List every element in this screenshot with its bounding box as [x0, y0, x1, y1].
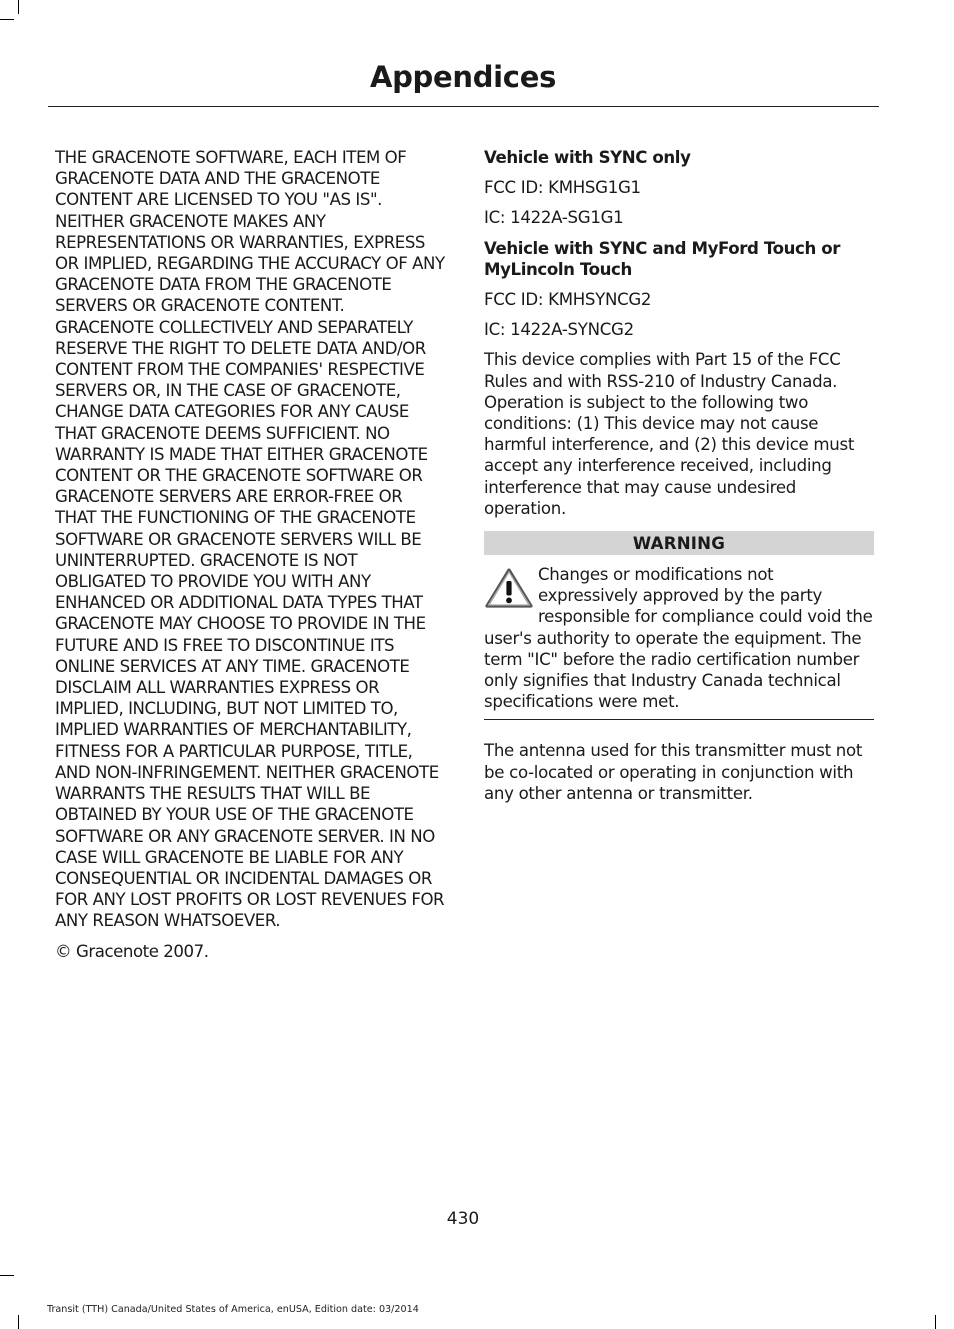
page-title: Appendices: [369, 60, 557, 94]
warning-label: WARNING: [484, 531, 874, 555]
sync-fcc-id: FCC ID: KMHSG1G1: [484, 178, 641, 198]
crop-mark: [18, 0, 19, 14]
myford-ic-id: IC: 1422A-SYNCG2: [484, 320, 634, 340]
license-disclaimer-text: THE GRACENOTE SOFTWARE, EACH ITEM OF GRACENOTE DATA AND THE GRACENOTE CONTENT ARE LICENSED TO YOU "AS IS". NEITHER GRACENOTE MAKES ANY REPRESENTATIONS OR WARRANTIES, EXPRESS OR IMPLIED, REGARDING THE ACCURACY OF ANY GRACENOTE DATA FROM THE GRACENOTE SERVERS OR GRACENOTE CONTENT. GRACENOTE COLLECTIVELY AND SEPARATELY RESERVE THE RIGHT TO DELETE DATA AND/OR CONTENT FROM THE COMPANIES' RESPECTIVE SERVERS OR, IN THE CASE OF GRACENOTE, CHANGE DATA CATEGORIES FOR ANY CAUSE THAT GRACENOTE DEEMS SUFFICIENT. NO WARRANTY IS MADE THAT EITHER GRACENOTE CONTENT OR THE GRACENOTE SOFTWARE OR GRACENOTE SERVERS ARE ERROR-FREE OR THAT THE FUNCTIONING OF THE GRACENOTE SOFTWARE OR GRACENOTE SERVERS WILL BE UNINTERRUPTED. GRACENOTE IS NOT OBLIGATED TO PROVIDE YOU WITH ANY ENHANCED OR ADDITIONAL DATA TYPES THAT GRACENOTE MAY CHOOSE TO PROVIDE IN THE FUTURE AND IS FREE TO DISCONTINUE ITS ONLINE SERVICES AT ANY TIME. GRACENOTE DISCLAIM ALL WARRANTIES EXPRESS OR IMPLIED, INCLUDING, BUT NOT LIMITED TO, IMPLIED WARRANTIES OF MERCHANTABILITY, FITNESS FOR A PARTICULAR PURPOSE, TITLE, AND NON-INFRINGEMENT. NEITHER GRACENOTE WARRANTS THE RESULTS THAT WILL BE OBTAINED BY YOUR USE OF THE GRACENOTE SOFTWARE OR ANY GRACENOTE SERVER. IN NO CASE WILL GRACENOTE BE LIABLE FOR ANY CONSEQUENTIAL OR INCIDENTAL DAMAGES OR FOR ANY LOST PROFITS OR LOST REVENUES FOR ANY REASON WHATSOEVER.: [55, 148, 445, 931]
warning-divider: [484, 719, 874, 720]
left-column: [55, 147, 447, 971]
warning-triangle-icon: [484, 567, 534, 609]
title-divider: [48, 106, 879, 107]
warning-box: [484, 564, 874, 712]
warning-text: Changes or modifications not expressively approved by the party responsible for compliance could void the user's authority to operate the equipment. The term "IC" before the radio certification number only signifies that Industry Canada technical specifications were met.: [484, 565, 873, 712]
compliance-text: This device complies with Part 15 of the FCC Rules and with RSS-210 of Industry Canada. Operation is subject to the following two conditions: (1) This device may not cause harmful interference, and (2) this device must accept any interference received, including interference that may cause undesired operation.: [484, 350, 855, 518]
sync-heading: Vehicle with SYNC only: [484, 148, 691, 167]
myford-heading: Vehicle with SYNC and MyFord Touch or MyLincoln Touch: [484, 238, 841, 279]
crop-mark: [935, 1315, 936, 1329]
crop-mark: [0, 19, 14, 20]
crop-mark: [0, 1275, 14, 1276]
antenna-text: The antenna used for this transmitter must not be co-located or operating in conjunction with any other antenna or transmitter.: [484, 741, 863, 803]
crop-mark: [18, 1315, 19, 1329]
copyright-text: © Gracenote 2007.: [55, 941, 209, 961]
sync-ic-id: IC: 1422A-SG1G1: [484, 208, 624, 228]
page-number: 430: [446, 1209, 480, 1229]
myford-fcc-id: FCC ID: KMHSYNCG2: [484, 290, 652, 310]
right-column: [484, 147, 874, 813]
footer-edition-text: Transit (TTH) Canada/United States of America, enUSA, Edition date: 03/2014: [47, 1304, 419, 1315]
